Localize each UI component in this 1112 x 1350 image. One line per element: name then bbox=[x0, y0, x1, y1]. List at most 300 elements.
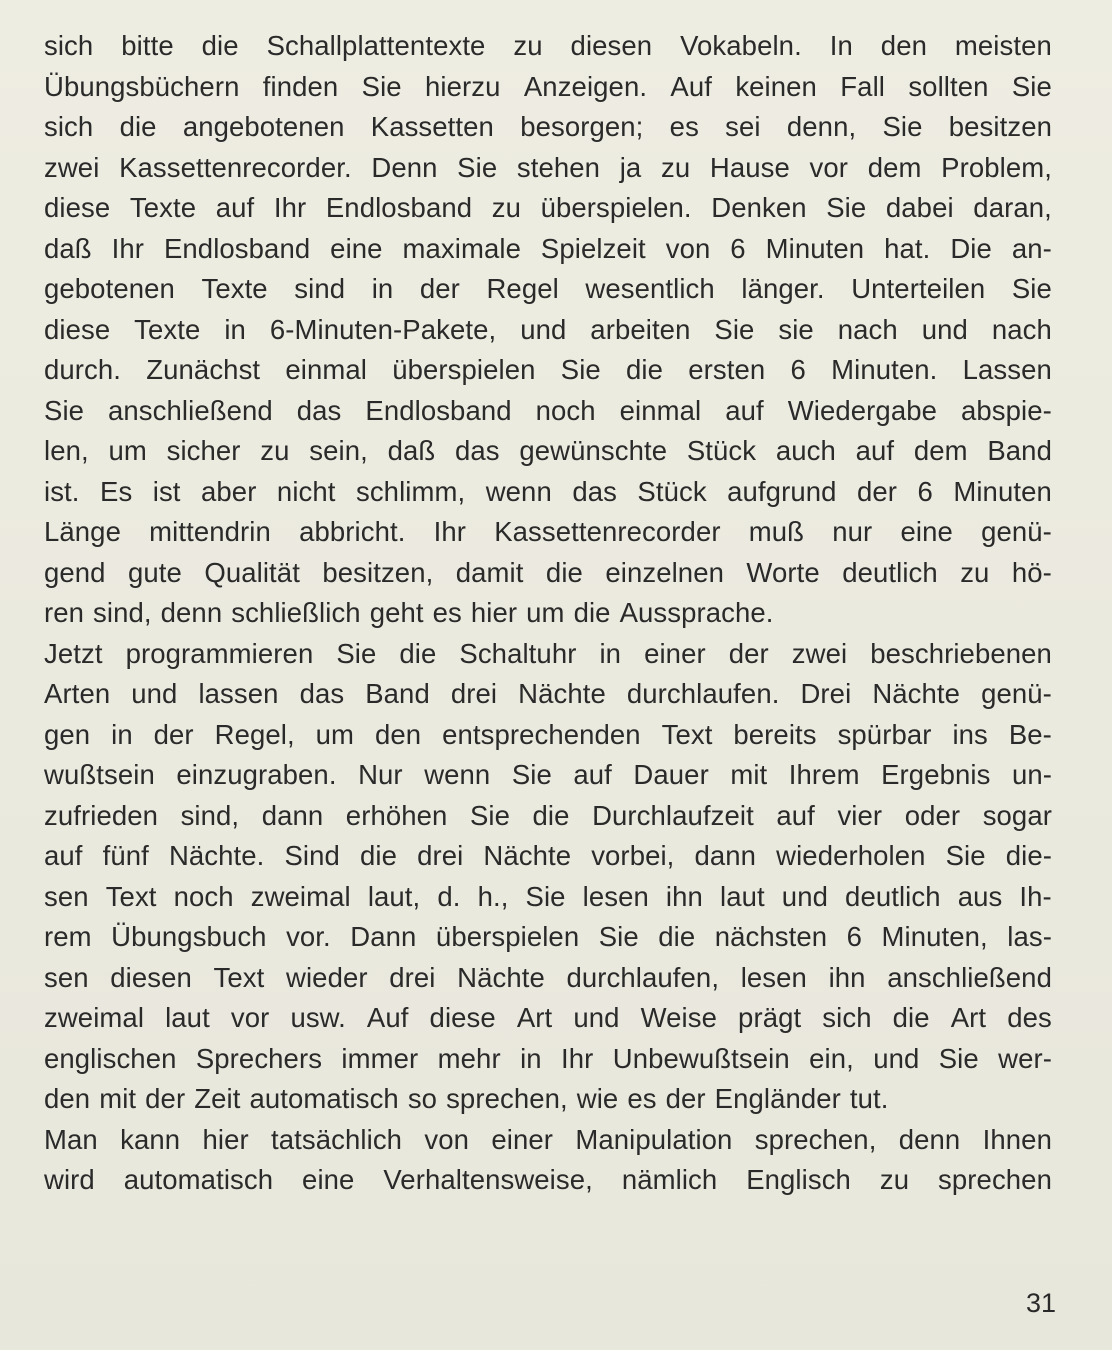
word: vor bbox=[809, 151, 849, 183]
word: mehr bbox=[437, 1042, 501, 1074]
word: oder bbox=[904, 799, 961, 831]
word: Ihr bbox=[111, 232, 145, 264]
word: mit bbox=[730, 759, 768, 790]
word: Unterteilen bbox=[851, 273, 986, 304]
word: durchlaufen, bbox=[566, 961, 720, 993]
word: vier bbox=[837, 799, 883, 831]
word: Sie bbox=[945, 840, 986, 871]
word: deutlich bbox=[845, 880, 941, 912]
word: von bbox=[665, 232, 711, 264]
word: usw. bbox=[290, 1002, 346, 1033]
word: Endlosband bbox=[365, 394, 512, 426]
word: sei bbox=[725, 111, 761, 142]
word: Band bbox=[987, 435, 1052, 466]
word: den bbox=[374, 718, 422, 750]
word: zu bbox=[660, 151, 691, 183]
word: so bbox=[407, 1083, 438, 1114]
word: Minuten bbox=[765, 232, 865, 264]
word: ist bbox=[152, 475, 181, 507]
word: eine bbox=[900, 516, 953, 547]
word: Endlosband bbox=[163, 232, 311, 264]
word: Wiedergabe bbox=[787, 394, 938, 426]
word: wenn bbox=[485, 475, 552, 507]
word: Worte bbox=[746, 556, 820, 588]
word: len, bbox=[44, 435, 89, 466]
word: in bbox=[371, 273, 394, 304]
word: drei bbox=[389, 961, 436, 993]
word: Sie bbox=[457, 151, 498, 183]
word: denn bbox=[898, 1123, 961, 1155]
text-line bbox=[44, 1079, 1052, 1120]
word: Sie bbox=[511, 759, 552, 790]
word: stehen bbox=[516, 151, 601, 183]
word: die bbox=[892, 1002, 930, 1033]
word: rem bbox=[44, 921, 92, 952]
word: bitte bbox=[121, 30, 174, 61]
word: Zeit bbox=[194, 1083, 241, 1114]
word: nächsten bbox=[714, 921, 828, 952]
word: um bbox=[315, 718, 355, 750]
word: überspielen bbox=[392, 354, 536, 385]
word: sie bbox=[778, 313, 814, 345]
word: Sie bbox=[336, 637, 377, 669]
word: auch bbox=[775, 435, 836, 466]
word: einer bbox=[644, 637, 706, 669]
word: meisten bbox=[954, 30, 1052, 61]
word: genü- bbox=[981, 516, 1052, 547]
word: sind bbox=[294, 273, 346, 304]
page-number: 31 bbox=[1025, 1288, 1056, 1318]
word: Ihnen bbox=[982, 1123, 1052, 1155]
word: Englisch bbox=[746, 1164, 851, 1195]
word: mittendrin bbox=[149, 516, 271, 547]
word: Stück bbox=[637, 475, 707, 507]
word: auf bbox=[573, 759, 612, 790]
word: diese bbox=[44, 192, 111, 223]
word: Sind bbox=[284, 840, 340, 871]
word: Stück bbox=[686, 435, 757, 466]
word: daß bbox=[44, 232, 92, 264]
word: englischen bbox=[44, 1042, 177, 1074]
word: zu bbox=[491, 192, 521, 223]
word: automatisch bbox=[249, 1083, 399, 1114]
word: Übungsbüchern bbox=[44, 70, 240, 102]
word: Kassettenrecorder. bbox=[119, 151, 352, 183]
word: ja bbox=[619, 151, 642, 183]
word: in bbox=[111, 718, 133, 750]
word: Spielzeit bbox=[540, 232, 646, 264]
word: gewünschte bbox=[519, 435, 668, 466]
word: und bbox=[131, 678, 178, 709]
word: In bbox=[829, 30, 853, 61]
text-line bbox=[44, 1160, 1052, 1201]
text-line bbox=[44, 391, 1052, 432]
word: sprechen, bbox=[754, 1123, 877, 1155]
word: spürbar bbox=[837, 718, 932, 750]
text-line bbox=[44, 107, 1052, 148]
word: Ihr bbox=[561, 1042, 594, 1074]
word: drei bbox=[450, 678, 498, 709]
word: Sie bbox=[525, 880, 566, 912]
word: Band bbox=[365, 678, 430, 709]
word: einzelnen bbox=[605, 556, 724, 588]
word: Kassettenrecorder bbox=[494, 516, 721, 547]
word: der bbox=[728, 637, 769, 669]
word: geht bbox=[369, 597, 424, 628]
word: Minuten bbox=[953, 475, 1052, 507]
word: überspielen bbox=[435, 921, 580, 952]
text-line bbox=[44, 634, 1052, 675]
word: daß bbox=[387, 435, 436, 466]
word: Lassen bbox=[962, 354, 1052, 385]
word: Hause bbox=[709, 151, 790, 183]
word: Sprechers bbox=[195, 1042, 323, 1074]
word: 6-Minuten-Pakete, bbox=[269, 313, 497, 345]
word: der bbox=[665, 1083, 706, 1114]
word: Zunächst bbox=[146, 354, 261, 385]
word: den bbox=[880, 30, 927, 61]
word: Schaltuhr bbox=[459, 637, 577, 669]
word: nur bbox=[832, 516, 873, 547]
word: in bbox=[520, 1042, 542, 1074]
word: und bbox=[781, 880, 828, 912]
word: Aussprache. bbox=[619, 597, 774, 628]
word: ihn bbox=[828, 961, 866, 993]
text-line bbox=[44, 1039, 1052, 1080]
word: schließlich bbox=[231, 597, 361, 628]
text-line bbox=[44, 998, 1052, 1039]
word: Arten bbox=[44, 678, 111, 709]
word: maximale bbox=[402, 232, 521, 264]
word: vor bbox=[230, 1002, 270, 1033]
word: beschriebenen bbox=[870, 637, 1052, 669]
word: Kassetten bbox=[370, 111, 494, 142]
word: die bbox=[201, 30, 239, 61]
text-line bbox=[44, 674, 1052, 715]
word: die bbox=[545, 556, 583, 588]
word: Sie bbox=[469, 799, 510, 831]
text-line bbox=[44, 715, 1052, 756]
word: in bbox=[599, 637, 622, 669]
word: arbeiten bbox=[590, 313, 691, 345]
word: die bbox=[658, 921, 696, 952]
word: zu bbox=[960, 556, 990, 588]
word: keinen bbox=[735, 70, 817, 102]
word: Sie bbox=[598, 921, 639, 952]
word: fünf bbox=[102, 840, 149, 871]
word: dann bbox=[694, 840, 757, 871]
word: diesen bbox=[570, 30, 653, 61]
word: gen bbox=[44, 718, 91, 750]
word: sollten bbox=[908, 70, 989, 102]
word: zufrieden bbox=[44, 799, 159, 831]
text-line bbox=[44, 229, 1052, 270]
word: zwei bbox=[44, 151, 100, 183]
word: Texte bbox=[201, 273, 268, 304]
word: Art bbox=[516, 1002, 553, 1033]
word: schlimm, bbox=[355, 475, 466, 507]
word: Sie bbox=[361, 70, 402, 102]
word: es bbox=[432, 597, 462, 628]
word: Es bbox=[100, 475, 133, 507]
word: wiederholen bbox=[776, 840, 926, 871]
word: h., bbox=[477, 880, 509, 912]
word: es bbox=[669, 111, 699, 142]
text-line bbox=[44, 796, 1052, 837]
word: Problem, bbox=[941, 151, 1052, 183]
word: kann bbox=[120, 1123, 181, 1155]
word: Regel bbox=[486, 273, 559, 304]
word: Denn bbox=[371, 151, 438, 183]
word: hat. bbox=[884, 232, 931, 264]
word: abbricht. bbox=[299, 516, 406, 547]
text-line bbox=[44, 188, 1052, 229]
word: nämlich bbox=[621, 1164, 718, 1195]
word: Dann bbox=[350, 921, 417, 952]
word: sen bbox=[44, 880, 89, 912]
word: Vokabeln. bbox=[680, 30, 802, 61]
word: das bbox=[296, 394, 342, 426]
word: Sie bbox=[1011, 70, 1052, 102]
word: auf bbox=[776, 799, 815, 831]
word: und bbox=[573, 1002, 620, 1033]
word: Denken bbox=[711, 192, 807, 223]
word: wieder bbox=[286, 961, 368, 993]
word: Sie bbox=[882, 111, 923, 142]
word: Regel, bbox=[214, 718, 295, 750]
word: Nächte. bbox=[168, 840, 265, 871]
word: und bbox=[921, 313, 968, 345]
body-text bbox=[44, 26, 1052, 1201]
word: des bbox=[1007, 1002, 1052, 1033]
word: der bbox=[153, 718, 194, 750]
word: Auf bbox=[366, 1002, 409, 1033]
word: die- bbox=[1005, 840, 1052, 871]
word: überspielen. bbox=[540, 192, 692, 223]
word: 6 bbox=[846, 921, 863, 952]
word: zu bbox=[879, 1164, 910, 1195]
word: gend bbox=[44, 556, 106, 588]
word: Manipulation bbox=[575, 1123, 733, 1155]
word: tut. bbox=[849, 1083, 889, 1114]
word: Nächte bbox=[518, 678, 606, 709]
word: Text bbox=[661, 718, 713, 750]
word: Ihr bbox=[433, 516, 467, 547]
word: auf bbox=[725, 394, 764, 426]
word: Nächte bbox=[483, 840, 572, 871]
word: wird bbox=[44, 1164, 95, 1195]
text-line bbox=[44, 917, 1052, 958]
word: Drei bbox=[800, 678, 852, 709]
word: länger. bbox=[741, 273, 825, 304]
word: dann bbox=[261, 799, 324, 831]
word: wenn bbox=[424, 759, 491, 790]
word: Minuten, bbox=[881, 921, 988, 952]
word: das bbox=[572, 475, 617, 507]
word: der bbox=[145, 1083, 186, 1114]
word: in bbox=[224, 313, 246, 345]
word: einmal bbox=[619, 394, 702, 426]
word: deutlich bbox=[842, 556, 938, 588]
word: genü- bbox=[981, 678, 1052, 709]
word: aufgrund bbox=[727, 475, 837, 507]
word: las- bbox=[1007, 921, 1052, 952]
word: aus bbox=[957, 880, 1003, 912]
word: ein, bbox=[809, 1042, 854, 1074]
word: lassen bbox=[198, 678, 279, 709]
word: auf bbox=[855, 435, 895, 466]
word: zweimal bbox=[44, 1002, 145, 1033]
word: Endlosband bbox=[325, 192, 473, 223]
text-line bbox=[44, 431, 1052, 472]
word: denn, bbox=[786, 111, 857, 142]
word: die bbox=[360, 840, 397, 871]
word: Anzeigen. bbox=[523, 70, 648, 102]
word: tatsächlich bbox=[271, 1123, 403, 1155]
word: Nächte bbox=[872, 678, 961, 709]
word: Texte bbox=[129, 192, 197, 223]
word: besitzen bbox=[948, 111, 1052, 142]
word: gute bbox=[128, 556, 182, 588]
word: Übungsbuch bbox=[111, 921, 267, 952]
word: ersten bbox=[688, 354, 766, 385]
word: Man bbox=[44, 1123, 98, 1155]
word: Sie bbox=[938, 1042, 979, 1074]
word: Text bbox=[213, 961, 265, 993]
text-line bbox=[44, 472, 1052, 513]
word: hier bbox=[202, 1123, 249, 1155]
word: nicht bbox=[276, 475, 336, 507]
word: Sie bbox=[560, 354, 601, 385]
text-line bbox=[44, 67, 1052, 108]
word: sogar bbox=[982, 799, 1052, 831]
word: immer bbox=[341, 1042, 419, 1074]
word: Qualität bbox=[204, 556, 300, 588]
word: vorbei, bbox=[591, 840, 675, 871]
word: zweimal bbox=[250, 880, 351, 912]
word: sind, bbox=[93, 597, 152, 628]
word: besitzen, bbox=[322, 556, 434, 588]
word: Text bbox=[105, 880, 157, 912]
word: ren bbox=[44, 597, 85, 628]
word: sprechen bbox=[938, 1164, 1052, 1195]
word: laut bbox=[165, 1002, 210, 1033]
word: dabei bbox=[885, 192, 954, 223]
word: Fall bbox=[840, 70, 885, 102]
word: die bbox=[573, 597, 611, 628]
word: bereits bbox=[733, 718, 817, 750]
word: Auf bbox=[670, 70, 712, 102]
word: dem bbox=[913, 435, 968, 466]
word: Weise bbox=[640, 1002, 717, 1033]
word: Die bbox=[950, 232, 992, 264]
word: es bbox=[627, 1083, 657, 1114]
word: um bbox=[108, 435, 147, 466]
word: Schallplattentexte bbox=[266, 30, 486, 61]
word: prägt bbox=[738, 1002, 802, 1033]
word: das bbox=[299, 678, 345, 709]
word: wie bbox=[576, 1083, 619, 1114]
text-line bbox=[44, 958, 1052, 999]
word: dem bbox=[867, 151, 922, 183]
text-line bbox=[44, 755, 1052, 796]
word: Nur bbox=[358, 759, 403, 790]
word: diese bbox=[429, 1002, 496, 1033]
word: Verhaltensweise, bbox=[383, 1164, 593, 1195]
word: automatisch bbox=[123, 1164, 274, 1195]
word: wesentlich bbox=[585, 273, 715, 304]
word: wer- bbox=[998, 1042, 1052, 1074]
word: und bbox=[520, 313, 567, 345]
text-line bbox=[44, 593, 1052, 634]
word: wußtsein bbox=[44, 759, 155, 790]
word: nach bbox=[837, 313, 898, 345]
word: sein, bbox=[309, 435, 368, 466]
word: von bbox=[424, 1123, 470, 1155]
word: Texte bbox=[134, 313, 201, 345]
text-line bbox=[44, 877, 1052, 918]
word: einer bbox=[491, 1123, 553, 1155]
word: Art bbox=[950, 1002, 987, 1033]
text-line bbox=[44, 836, 1052, 877]
word: 6 bbox=[917, 475, 933, 507]
word: auf bbox=[44, 840, 83, 871]
word: muß bbox=[748, 516, 805, 547]
word: 6 bbox=[790, 354, 806, 385]
word: die bbox=[119, 111, 157, 142]
word: durchlaufen. bbox=[626, 678, 780, 709]
word: sen bbox=[44, 961, 89, 993]
word: laut, bbox=[367, 880, 421, 912]
text-line bbox=[44, 1120, 1052, 1161]
word: diesen bbox=[110, 961, 192, 993]
word: auf bbox=[215, 192, 255, 223]
text-line bbox=[44, 350, 1052, 391]
text-line bbox=[44, 26, 1052, 67]
word: Minuten. bbox=[831, 354, 938, 385]
text-line bbox=[44, 148, 1052, 189]
word: der bbox=[856, 475, 898, 507]
word: sprechen, bbox=[446, 1083, 568, 1114]
word: eine bbox=[302, 1164, 355, 1195]
word: die bbox=[626, 354, 664, 385]
word: Dauer bbox=[633, 759, 709, 790]
word: hier bbox=[470, 597, 518, 628]
word: d. bbox=[437, 880, 461, 912]
word: lesen bbox=[582, 880, 649, 912]
word: laut bbox=[719, 880, 765, 912]
word: anschließend bbox=[887, 961, 1052, 993]
word: zu bbox=[513, 30, 543, 61]
word: an- bbox=[1011, 232, 1052, 264]
word: Ih- bbox=[1019, 880, 1052, 912]
word: um bbox=[526, 597, 565, 628]
word: mit bbox=[99, 1083, 137, 1114]
word: gebotenen bbox=[44, 273, 175, 304]
word: der bbox=[419, 273, 460, 304]
word: angebotenen bbox=[182, 111, 345, 142]
word: abspie- bbox=[960, 394, 1052, 426]
word: denn bbox=[160, 597, 223, 628]
word: und bbox=[873, 1042, 920, 1074]
word: ihn bbox=[665, 880, 703, 912]
text-line bbox=[44, 512, 1052, 553]
word: sich bbox=[44, 111, 94, 142]
word: Sie bbox=[826, 192, 867, 223]
word: das bbox=[454, 435, 500, 466]
word: eine bbox=[330, 232, 383, 264]
word: sich bbox=[44, 30, 94, 61]
